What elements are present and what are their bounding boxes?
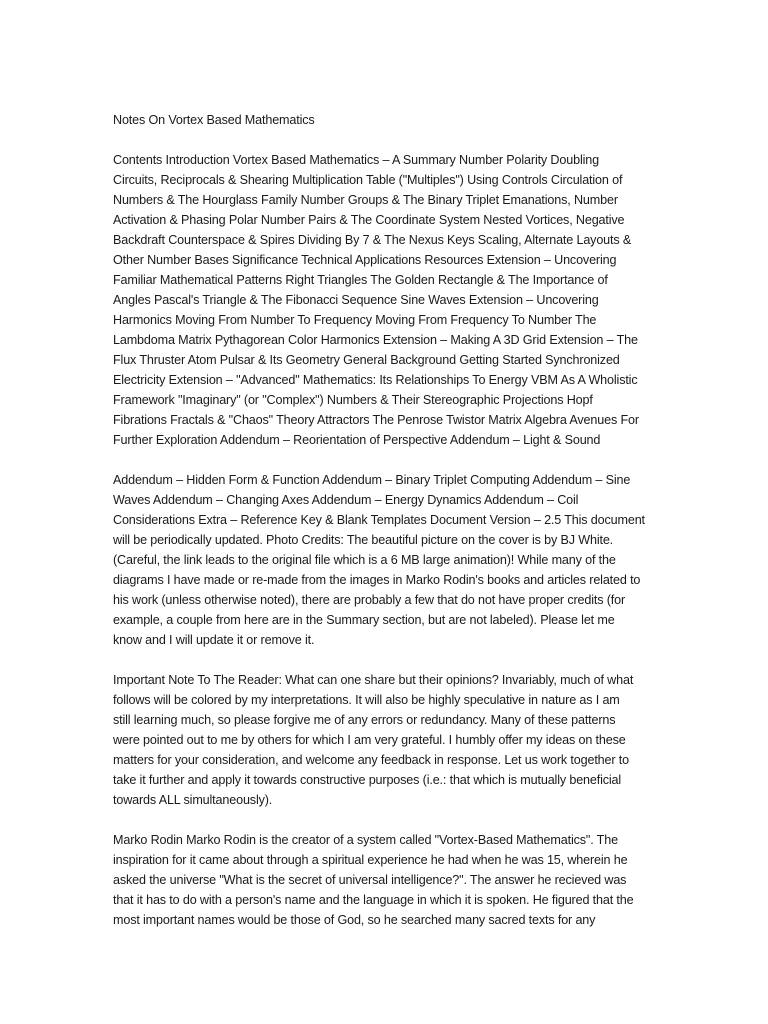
text-line: towards ALL simultaneously). (113, 793, 273, 807)
text-line: Angles Pascal's Triangle & The Fibonacci Sequence Sine Waves Extension – Uncovering (113, 293, 599, 307)
text-line: Further Exploration Addendum – Reorientation of Perspective Addendum – Light & Sound (113, 433, 601, 447)
text-line: his work (unless otherwise noted), there are probably a few that do not have proper credits (for (113, 593, 626, 607)
paragraph (113, 670, 658, 810)
text-line: still learning much, so please forgive me of any errors or redundancy. Many of these patterns (113, 713, 616, 727)
text-line: Considerations Extra – Reference Key & Blank Templates Document Version – 2.5 This document (113, 513, 645, 527)
text-line: asked the universe "What is the secret of universal intelligence?". The answer he recieved was (113, 873, 627, 887)
text-line: Framework "Imaginary" (or "Complex") Numbers & Their Stereographic Projections Hopf (113, 393, 593, 407)
paragraph (113, 470, 658, 650)
text-line: Waves Addendum – Changing Axes Addendum – Energy Dynamics Addendum – Coil (113, 493, 579, 507)
paragraph-list (113, 150, 658, 930)
paragraph (113, 830, 658, 930)
text-line: Contents Introduction Vortex Based Mathematics – A Summary Number Polarity Doubling (113, 153, 599, 167)
text-line: will be periodically updated. Photo Credits: The beautiful picture on the cover is by BJ White. (113, 533, 614, 547)
text-line: Numbers & The Hourglass Family Number Groups & The Binary Triplet Emanations, Number (113, 193, 618, 207)
text-line: Fibrations Fractals & "Chaos" Theory Attractors The Penrose Twistor Matrix Algebra Avenues For (113, 413, 639, 427)
text-line: that it has to do with a person's name and the language in which it is spoken. He figured that the (113, 893, 634, 907)
text-line: inspiration for it came about through a spiritual experience he had when he was 15, wherein he (113, 853, 628, 867)
text-line: Harmonics Moving From Number To Frequency Moving From Frequency To Number The (113, 313, 597, 327)
text-line: Backdraft Counterspace & Spires Dividing By 7 & The Nexus Keys Scaling, Alternate Layouts & (113, 233, 632, 247)
paragraph (113, 150, 658, 450)
text-line: follows will be colored by my interpretations. It will also be highly speculative in nature as I am (113, 693, 620, 707)
text-line: Important Note To The Reader: What can one share but their opinions? Invariably, much of what (113, 673, 634, 687)
text-line: Circuits, Reciprocals & Shearing Multiplication Table ("Multiples") Using Controls Circulation of (113, 173, 623, 187)
text-line: Addendum – Hidden Form & Function Addendum – Binary Triplet Computing Addendum – Sine (113, 473, 631, 487)
text-line: Electricity Extension – "Advanced" Mathematics: Its Relationships To Energy VBM As A Wholistic (113, 373, 638, 387)
text-line: were pointed out to me by others for which I am very grateful. I humbly offer my ideas on these (113, 733, 626, 747)
document-body (113, 110, 658, 950)
text-line: most important names would be those of God, so he searched many sacred texts for any (113, 913, 596, 927)
text-line: Familiar Mathematical Patterns Right Triangles The Golden Rectangle & The Importance of (113, 273, 608, 287)
text-line: Lambdoma Matrix Pythagorean Color Harmonics Extension – Making A 3D Grid Extension – The (113, 333, 638, 347)
document-title: Notes On Vortex Based Mathematics (113, 113, 315, 127)
text-line: diagrams I have made or re-made from the images in Marko Rodin's books and articles related to (113, 573, 641, 587)
text-line: (Careful, the link leads to the original file which is a 6 MB large animation)! While many of the (113, 553, 616, 567)
text-line: matters for your consideration, and welcome any feedback in response. Let us work together to (113, 753, 629, 767)
text-line: Marko Rodin Marko Rodin is the creator of a system called "Vortex-Based Mathematics". The (113, 833, 618, 847)
text-line: take it further and apply it towards constructive purposes (i.e.: that which is mutually beneficial (113, 773, 622, 787)
text-line: example, a couple from here are in the Summary section, but are not labeled). Please let me (113, 613, 615, 627)
text-line: know and I will update it or remove it. (113, 633, 315, 647)
text-line: Activation & Phasing Polar Number Pairs & The Coordinate System Nested Vortices, Negative (113, 213, 625, 227)
text-line: Other Number Bases Significance Technical Applications Resources Extension – Uncovering (113, 253, 617, 267)
text-line: Flux Thruster Atom Pulsar & Its Geometry General Background Getting Started Synchronized (113, 353, 620, 367)
